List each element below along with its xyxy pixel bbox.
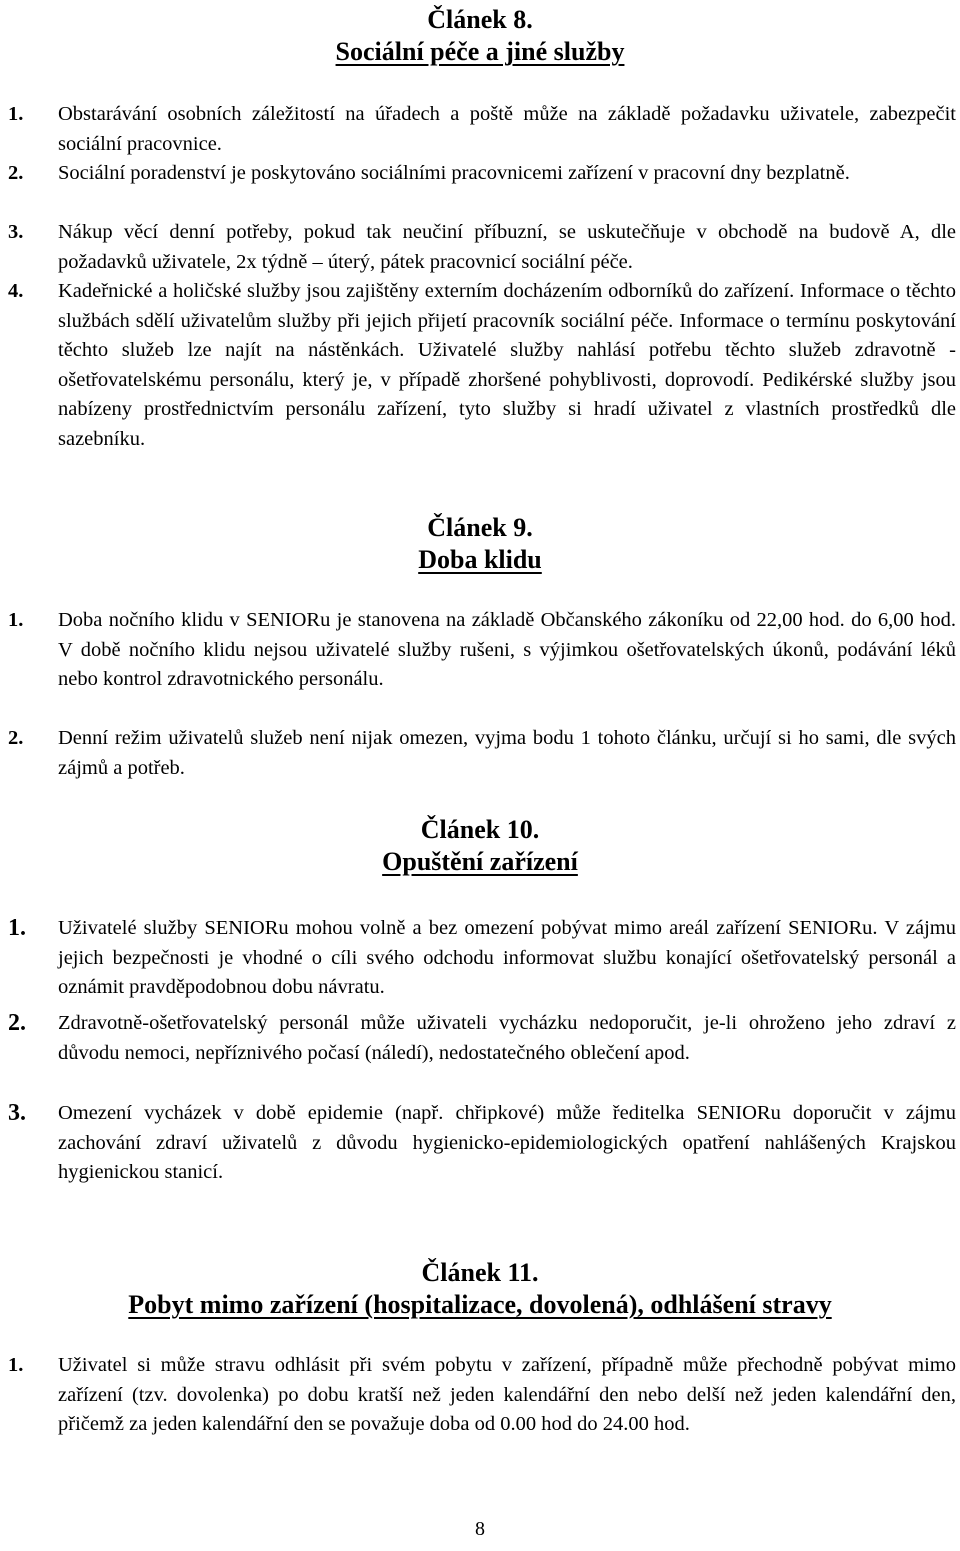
page-number: 8: [475, 1518, 485, 1540]
item-number: 4.: [8, 280, 24, 302]
item-text: Omezení vycházek v době epidemie (např. chřipkové) může ředitelka SENIORu doporučit v zájmu zachování zdraví uživatelů z důvodu hygienicko-epidemiologických opatření nahlášených Krajskou hygienickou stanicí.: [58, 1102, 956, 1183]
item-number: 2.: [8, 727, 24, 749]
article-subtitle: Pobyt mimo zařízení (hospitalizace, dovolená), odhlášení stravy: [128, 1290, 832, 1319]
article-10-heading: [0, 814, 960, 878]
list-item: [8, 1009, 956, 1068]
item-text: Nákup věcí denní potřeby, pokud tak neučiní příbuzní, se uskutečňuje v obchodě na budově A, dle požadavků uživatele, 2x týdně – úterý, pátek pracovnicí sociální péče.: [58, 221, 956, 273]
list-item: [8, 159, 956, 189]
article-9-heading: [0, 512, 960, 576]
list-item: [8, 914, 956, 1003]
list-item: [8, 277, 956, 454]
item-number: 2.: [8, 1010, 26, 1036]
article-title: Článek 9.: [427, 513, 533, 542]
article-title: Článek 8.: [427, 5, 533, 34]
item-text: Zdravotně-ošetřovatelský personál může uživateli vycházku nedoporučit, je-li ohroženo jeho zdraví z důvodu nemoci, nepříznivého počasí (náledí), nedostatečného oblečení apod.: [58, 1012, 956, 1064]
item-number: 1.: [8, 103, 24, 125]
list-item: [8, 218, 956, 277]
item-text: Kadeřnické a holičské služby jsou zajištěny externím docházením odborníků do zařízení. Informace o těchto službách sdělí uživatelům služby při jejich přijetí pracovník sociální péče. Informace o termínu poskytování těchto služeb lze najít na nástěnkách. Uživatelé služby nahlásí potřebu těchto služeb zdravotně - ošetřovatelskému personálu, který je, v případě zhoršené pohyblivosti, doprovodí. Pedikérské služby jsou nabízeny prostřednictvím personálu zařízení, tyto služby si hradí uživatel z vlastních prostředků dle sazebníku.: [58, 280, 956, 450]
list-item: [8, 100, 956, 159]
article-title: Článek 11.: [421, 1258, 539, 1287]
article-8-heading: [0, 4, 960, 68]
item-text: Doba nočního klidu v SENIORu je stanovena na základě Občanského zákoníku od 22,00 hod. do 6,00 hod. V době nočního klidu nejsou uživatelé služby rušeni, s výjimkou ošetřovatelských úkonů, podávání léků nebo kontrol zdravotnického personálu.: [58, 609, 956, 690]
article-subtitle: Opuštění zařízení: [382, 847, 578, 876]
item-text: Uživatel si může stravu odhlásit při svém pobytu v zařízení, případně může přechodně pobývat mimo zařízení (tzv. dovolenka) po dobu kratší než jeden kalendářní den nebo delší než jeden kalendářní den, přičemž za jeden kalendářní den se považuje doba od 0.00 hod do 24.00 hod.: [58, 1354, 956, 1435]
item-text: Denní režim uživatelů služeb není nijak omezen, vyjma bodu 1 tohoto článku, určují si ho sami, dle svých zájmů a potřeb.: [58, 727, 956, 779]
list-item: [8, 606, 956, 695]
list-item: [8, 1099, 956, 1188]
list-item: [8, 724, 956, 783]
item-number: 3.: [8, 221, 24, 243]
item-text: Obstarávání osobních záležitostí na úřadech a poště může na základě požadavku uživatele, zabezpečit sociální pracovnice.: [58, 103, 956, 155]
item-text: Sociální poradenství je poskytováno sociálními pracovnicemi zařízení v pracovní dny bezplatně.: [58, 162, 850, 184]
article-11-heading: [0, 1257, 960, 1321]
item-number: 1.: [8, 1354, 24, 1376]
article-title: Článek 10.: [420, 815, 540, 844]
item-number: 1.: [8, 609, 24, 631]
list-item: [8, 1351, 956, 1440]
item-text: Uživatelé služby SENIORu mohou volně a bez omezení pobývat mimo areál zařízení SENIORu. V zájmu jejich bezpečnosti je vhodné o cíli svého odchodu informovat službu konající ošetřovatelský personál a oznámit pravděpodobnou dobu návratu.: [58, 917, 956, 998]
item-number: 2.: [8, 162, 24, 184]
article-subtitle: Doba klidu: [418, 545, 542, 574]
item-number: 3.: [8, 1100, 26, 1126]
item-number: 1.: [8, 915, 26, 941]
article-subtitle: Sociální péče a jiné služby: [335, 37, 625, 66]
